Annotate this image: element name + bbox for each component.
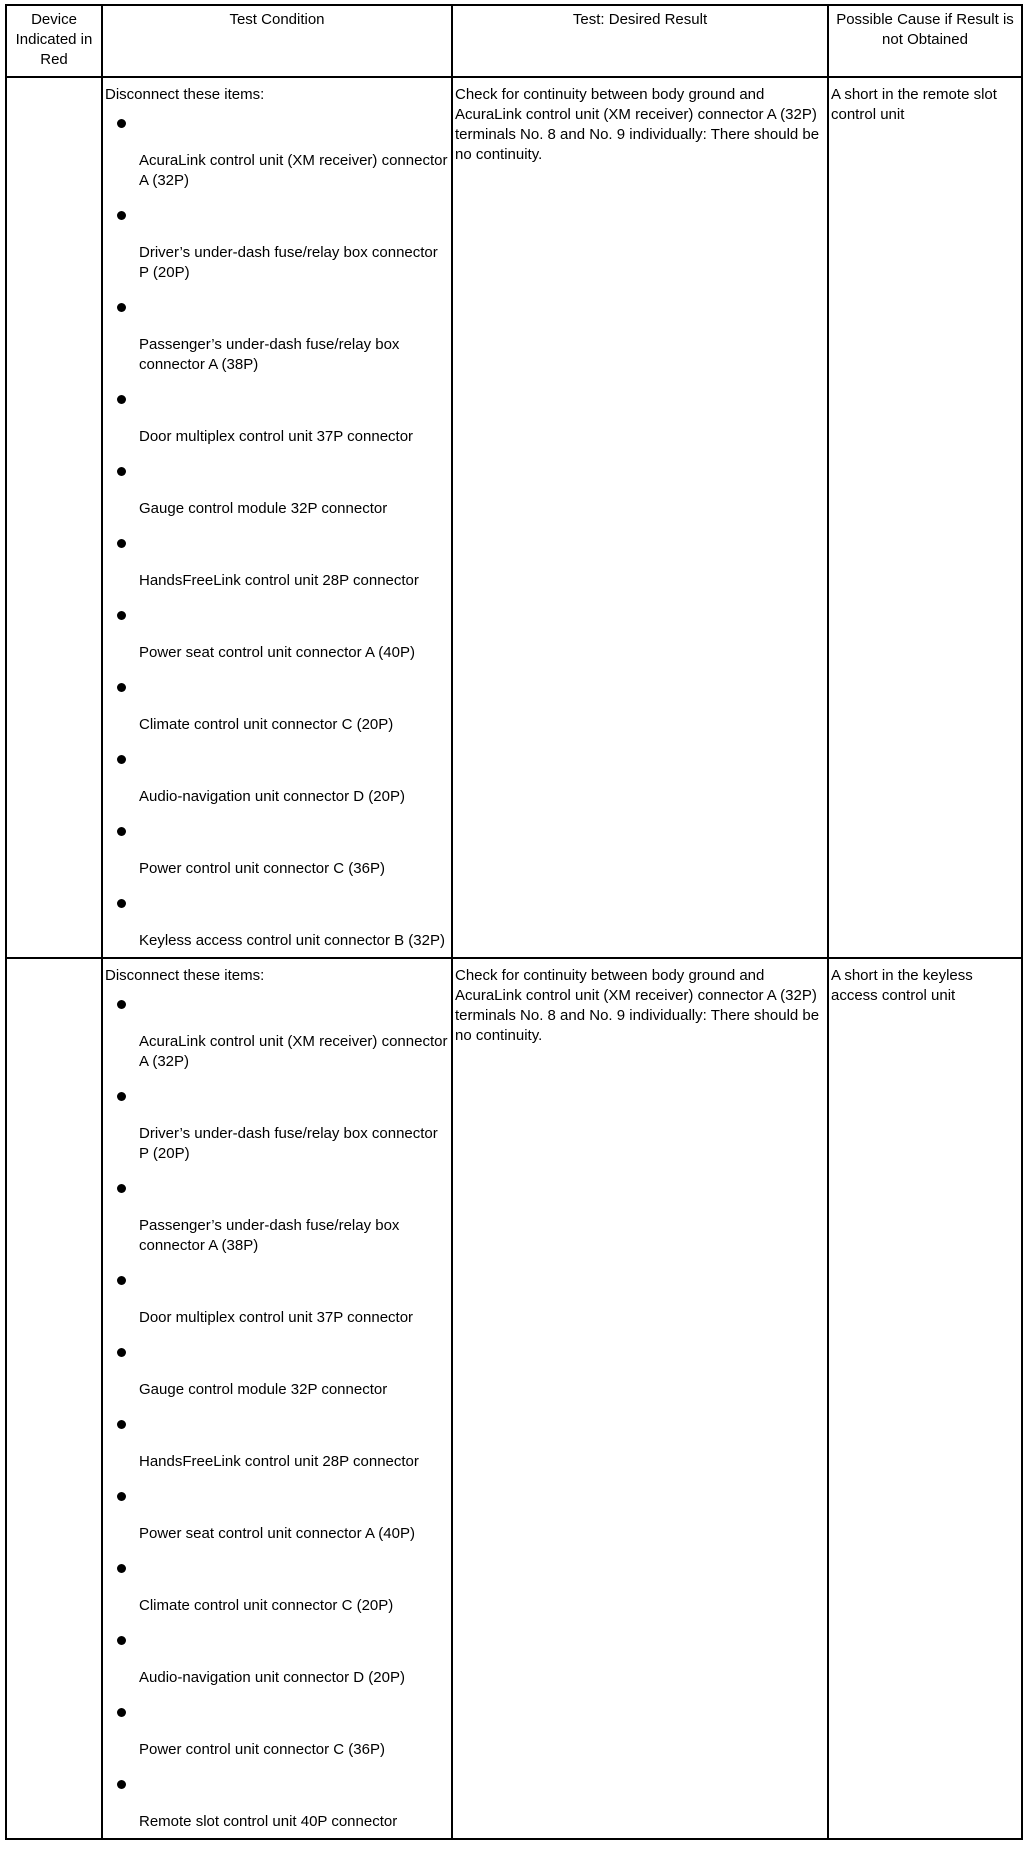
list-item [105,197,449,289]
bullet-icon [117,611,126,620]
condition-heading: Disconnect these items: [105,86,265,103]
list-item-text: Power control unit connector C (36P) [139,1741,385,1758]
header-device: Device Indicated in Red [6,5,102,77]
troubleshooting-table [5,4,1023,1840]
list-item [105,525,449,597]
condition-heading: Disconnect these items: [105,967,265,984]
list-item-text: Power control unit connector C (36P) [139,860,385,877]
bullet-icon [117,1492,126,1501]
test-condition-cell [102,77,452,958]
list-item-text: Power seat control unit connector A (40P) [139,1525,415,1542]
list-item-text: HandsFreeLink control unit 28P connector [139,1453,419,1470]
list-item-text: Passenger’s under-dash fuse/relay box connector A (38P) [139,336,400,373]
bullet-icon [117,211,126,220]
list-item-text: HandsFreeLink control unit 28P connector [139,572,419,589]
list-item [105,1622,449,1694]
list-item-text: Door multiplex control unit 37P connector [139,428,414,445]
bullet-icon [117,395,126,404]
header-desired-result: Test: Desired Result [452,5,828,77]
bullet-icon [117,683,126,692]
list-item-text: Keyless access control unit connector B (32P) [139,932,445,949]
list-item [105,1262,449,1334]
bullet-icon [117,1708,126,1717]
list-item-text: Climate control unit connector C (20P) [139,1597,394,1614]
list-item [105,986,449,1078]
list-item [105,885,449,957]
bullet-icon [117,539,126,548]
list-item [105,1170,449,1262]
header-row [6,5,1022,77]
list-item [105,1694,449,1766]
header-possible-cause: Possible Cause if Result is not Obtained [828,5,1022,77]
list-item [105,813,449,885]
desired-result-cell [452,77,828,958]
desired-result-text: Check for continuity between body ground and AcuraLink control unit (XM receiver) connector A (32P) terminals No. 8 and No. 9 individually: There should be no continuity. [455,967,820,1044]
bullet-icon [117,467,126,476]
disconnect-list [105,105,449,957]
possible-cause-cell [828,77,1022,958]
list-item-text: Driver’s under-dash fuse/relay box connector P (20P) [139,1125,438,1162]
header-test-condition: Test Condition [102,5,452,77]
bullet-icon [117,1184,126,1193]
list-item-text: Climate control unit connector C (20P) [139,716,394,733]
device-cell [6,77,102,958]
desired-result-cell [452,958,828,1839]
bullet-icon [117,1564,126,1573]
list-item [105,105,449,197]
list-item [105,669,449,741]
list-item-text: Power seat control unit connector A (40P) [139,644,415,661]
table-body [6,77,1022,1839]
list-item [105,1478,449,1550]
list-item [105,597,449,669]
list-item-text: Gauge control module 32P connector [139,1381,388,1398]
possible-cause-text: A short in the keyless access control unit [831,967,973,1004]
bullet-icon [117,1092,126,1101]
possible-cause-text: A short in the remote slot control unit [831,86,997,123]
list-item-text: Door multiplex control unit 37P connector [139,1309,414,1326]
test-condition-cell [102,958,452,1839]
table-row [6,958,1022,1839]
bullet-icon [117,1420,126,1429]
device-cell [6,958,102,1839]
bullet-icon [117,1780,126,1789]
desired-result-text: Check for continuity between body ground and AcuraLink control unit (XM receiver) connector A (32P) terminals No. 8 and No. 9 individually: There should be no continuity. [455,86,820,163]
possible-cause-cell [828,958,1022,1839]
list-item [105,1334,449,1406]
list-item-text: Passenger’s under-dash fuse/relay box connector A (38P) [139,1217,400,1254]
list-item-text: Audio-navigation unit connector D (20P) [139,788,405,805]
disconnect-list [105,986,449,1838]
list-item [105,1766,449,1838]
list-item [105,381,449,453]
bullet-icon [117,827,126,836]
bullet-icon [117,899,126,908]
list-item-text: Gauge control module 32P connector [139,500,388,517]
list-item [105,741,449,813]
bullet-icon [117,755,126,764]
list-item-text: Remote slot control unit 40P connector [139,1813,398,1830]
bullet-icon [117,1276,126,1285]
bullet-icon [117,1000,126,1009]
list-item-text: AcuraLink control unit (XM receiver) connector A (32P) [139,152,448,189]
table-header [6,5,1022,77]
list-item [105,1550,449,1622]
list-item-text: AcuraLink control unit (XM receiver) connector A (32P) [139,1033,448,1070]
list-item [105,453,449,525]
list-item-text: Driver’s under-dash fuse/relay box connector P (20P) [139,244,438,281]
list-item [105,1078,449,1170]
list-item-text: Audio-navigation unit connector D (20P) [139,1669,405,1686]
bullet-icon [117,1636,126,1645]
list-item [105,1406,449,1478]
bullet-icon [117,1348,126,1357]
bullet-icon [117,119,126,128]
table-row [6,77,1022,958]
bullet-icon [117,303,126,312]
list-item [105,289,449,381]
